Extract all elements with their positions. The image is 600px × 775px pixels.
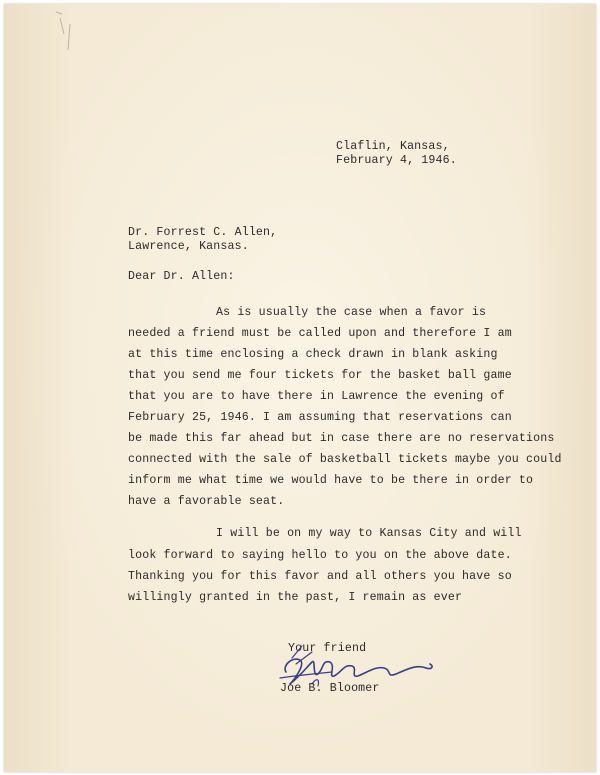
body-line: be made this far ahead but in case there are no reservations	[128, 432, 555, 445]
body-line: February 25, 1946. I am assuming that reservations can	[128, 411, 512, 424]
body-line: at this time enclosing a check drawn in blank asking	[128, 348, 498, 361]
recipient-name: Dr. Forrest C. Allen,	[128, 226, 278, 239]
corner-stain-mark	[52, 4, 82, 64]
letter-date: February 4, 1946.	[336, 154, 457, 167]
body-line: that you are to have there in Lawrence the evening of	[128, 390, 505, 403]
body-line: inform me what time we would have to be there in order to	[128, 474, 534, 487]
signer-name: Joe B. Bloomer	[280, 682, 380, 695]
body-line: willingly granted in the past, I remain as ever	[128, 591, 463, 604]
body-line: Thanking you for this favor and all others you have so	[128, 570, 512, 583]
body-line: that you send me four tickets for the basket ball game	[128, 369, 512, 382]
closing: Your friend	[288, 642, 367, 655]
return-address-city: Claflin, Kansas,	[336, 140, 450, 153]
salutation: Dear Dr. Allen:	[128, 270, 235, 283]
body-line: As is usually the case when a favor is	[216, 306, 487, 319]
recipient-city: Lawrence, Kansas.	[128, 240, 249, 253]
letter-page	[4, 4, 596, 772]
body-line: have a favorable seat.	[128, 495, 285, 508]
body-line: look forward to saying hello to you on the above date.	[128, 549, 512, 562]
body-line: needed a friend must be called upon and therefore I am	[128, 327, 512, 340]
body-line: connected with the sale of basketball tickets maybe you could	[128, 453, 562, 466]
body-line: I will be on my way to Kansas City and will	[216, 527, 522, 540]
